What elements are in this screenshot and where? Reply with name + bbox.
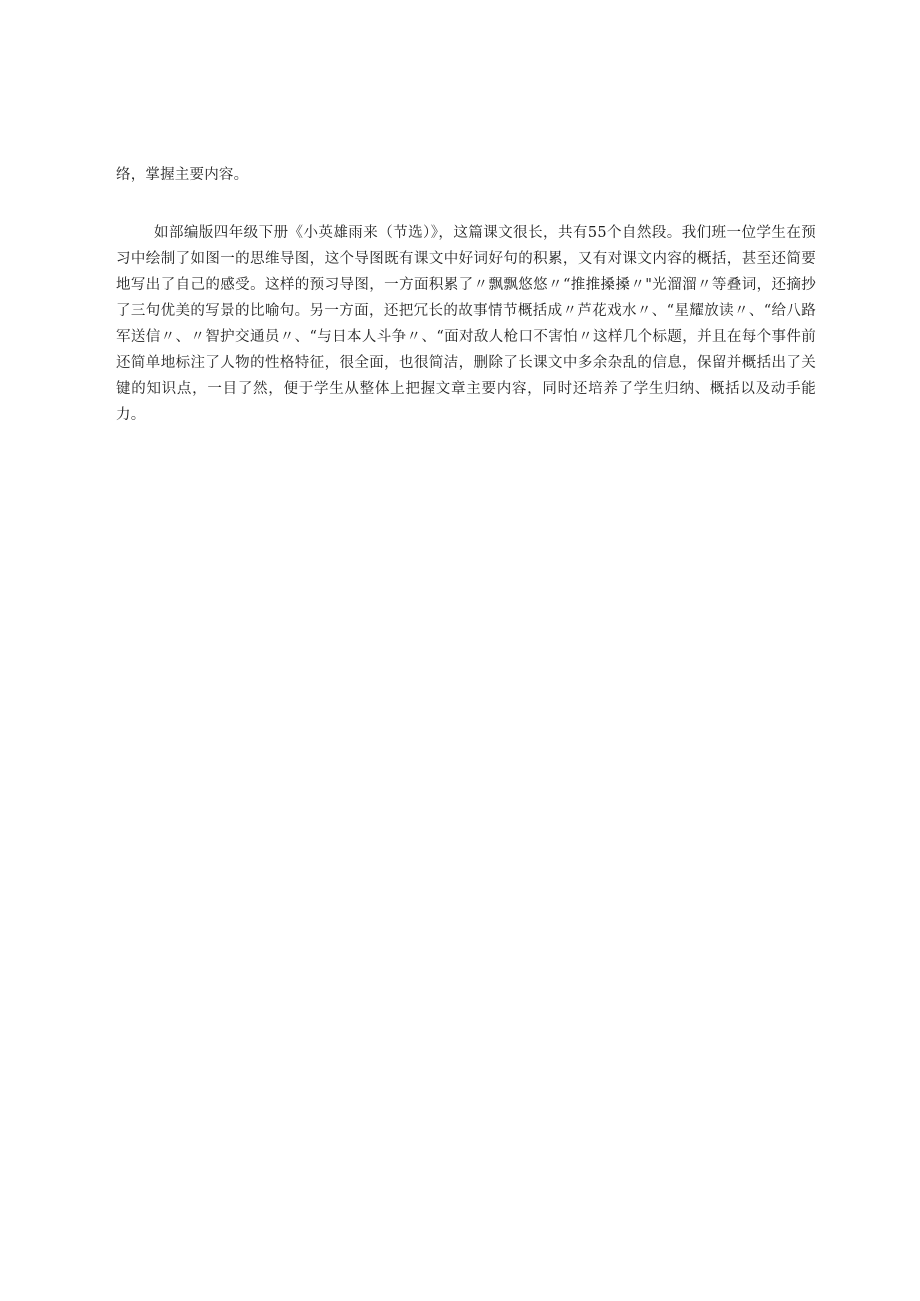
continuation-line: 络，掌握主要内容。 <box>116 167 249 183</box>
body-paragraph: 如部编版四年级下册《小英雄雨来（节选）》，这篇课文很长，共有55个自然段。我们班一位学生在预习中绘制了如图一的思维导图，这个导图既有课文中好词好句的积累，又有对课文内容的概括，甚至还简要地写出了自己的感受。这样的预习导图，一方面积累了〃飘飘悠悠〃“推推搡搡〃"光溜溜〃等叠词，还摘抄了三句优美的写景的比喻句。另一方面，还把冗长的故事情节概括成〃芦花戏水〃、“星耀放读〃、“给八路军送信〃、〃智护交通员〃、“与日本人斗争〃、“面对敌人枪口不害怕〃这样几个标题，并且在每个事件前还简单地标注了人物的性格特征，很全面，也很简洁，删除了长课文中多余杂乱的信息，保留并概括出了关键的知识点，一目了然，便于学生从整体上把握文章主要内容，同时还培养了学生归纳、概括以及动手能力。 <box>116 225 816 423</box>
